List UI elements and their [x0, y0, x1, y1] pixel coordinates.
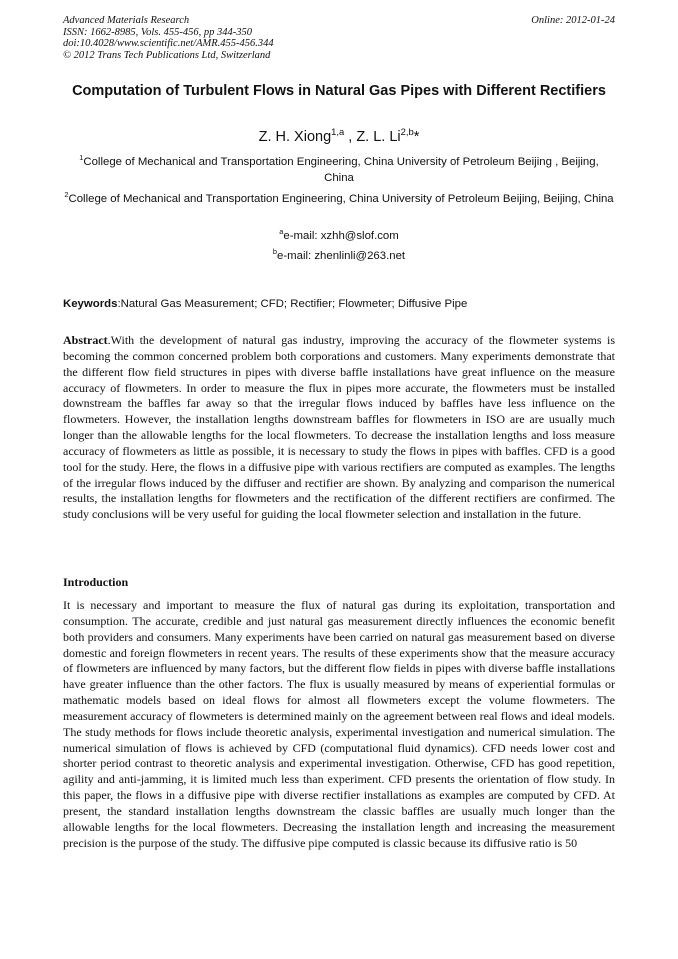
abstract-label: Abstract	[63, 333, 108, 347]
affiliation-2	[63, 192, 615, 208]
email-a-sup: a	[279, 227, 284, 237]
author-1-sup: 1,a	[331, 126, 345, 138]
corresponding-mark: *	[413, 129, 420, 145]
author-separator: ,	[344, 129, 357, 145]
email-b	[63, 249, 615, 265]
doi-line: doi:10.4028/www.scientific.net/AMR.455-456.344	[63, 38, 274, 50]
author-2: Z. L. Li	[356, 129, 401, 145]
keywords-label: Keywords	[63, 298, 118, 310]
affiliation-1-text: College of Mechanical and Transportation Engineering, China University of Petroleum Beijing , Beijing, China	[83, 156, 599, 184]
issn-line: ISSN: 1662-8985, Vols. 455-456, pp 344-350	[63, 26, 252, 38]
affiliation-1-sup: 1	[79, 153, 84, 163]
author-line	[63, 128, 615, 146]
affiliation-2-sup: 2	[64, 190, 69, 200]
keywords	[63, 297, 615, 312]
email-a-text: e-mail: xzhh@slof.com	[283, 230, 399, 242]
journal-header	[63, 15, 274, 61]
affiliation-2-text: College of Mechanical and Transportation Engineering, China University of Petroleum Beijing, Beijing, China	[68, 193, 614, 205]
introduction-heading: Introduction	[63, 575, 129, 589]
affiliation-1	[63, 155, 615, 186]
introduction-text: It is necessary and important to measure the flux of natural gas during its exploitation, transportation and consumption. The accurate, credible and just natural gas measurement directly influences the economic benefit both providers and consumers. Many experiments have been carried on natural gas measurement based on diverse domestic and foreign flowmeters in recent years. The results of these experiments show that the measure accuracy of flowmeters are influenced by many factors, but the different flow fields in pipes with diverse baffle installations have greater influence than the other factors. The flux is usually measured by means of experiential formulas or mathematic models based on ideal flows for almost all flowmeters except the volume flowmeters. The measurement accuracy of flowmeters is determined mainly on the agreement between real flows and ideal models. The study methods for flows include theoretic analysis, experimental investigation and numerical simulation. The numerical simulation of flows is achieved by CFD (computational fluid dynamics). CFD needs lower cost and shorter period contrast to theoretic analysis and experimental investigation. Otherwise, CFD has good repetition, agility and anti-jamming, it is limited much less than experiment. CFD presents the orientation of flow study. In this paper, the flows in a diffusive pipe with diverse rectifier installations as examples are computed by CFD. At present, the standard installation lengths downstream the classic baffles are usually much longer than the allowable lengths for the local flowmeters. Decreasing the installation length and increasing the measurement precision is the purpose of the study. The diffusive pipe computed is classic because its diffusive ratio is 50	[63, 598, 615, 850]
keywords-text: :Natural Gas Measurement; CFD; Rectifier; Flowmeter; Diffusive Pipe	[117, 298, 468, 310]
copyright-line: © 2012 Trans Tech Publications Ltd, Switzerland	[63, 49, 271, 61]
author-1: Z. H. Xiong	[258, 129, 332, 145]
abstract-text: .With the development of natural gas industry, improving the accuracy of the flowmeter systems is becoming the common concerned problem both corporations and customers. Many experiments demonstrate that the different flow field structures in pipes with diverse baffle installations have great influence on the measure accuracy of flowmeters. In order to measure the flux in pipes more accurate, the flowmeters must be installed downstream the baffles far away so that the irregular flows induced by baffles have less influence on the flowmeters. However, the installation lengths downstream baffles for flowmeters in ISO are are usually much longer than the allowable lengths for the local flowmeters. To decrease the installation lengths and loss measure accuracy of flowmeters as little as possible, it is necessary to study the flows in pipes with baffles. CFD is a good tool for the study. Here, the flows in a diffusive pipe with various rectifiers are computed as examples. The lengths of the irregular flows induced by the diffuser and rectifier are shown. By analyzing and comparison the numerical results, the installation lengths for flowmeters and the rectification of the different rectifiers are confirmed. The study conclusions will be very useful for guiding the local flowmeter selection and installation in the future.	[63, 333, 615, 522]
abstract	[63, 333, 615, 523]
email-b-sup: b	[272, 247, 278, 257]
journal-name: Advanced Materials Research	[63, 15, 190, 26]
author-2-sup: 2,b	[400, 126, 414, 138]
email-a	[63, 229, 615, 245]
paper-title: Computation of Turbulent Flows in Natural Gas Pipes with Different Rectifiers	[72, 83, 606, 99]
email-b-text: e-mail: zhenlinli@263.net	[277, 250, 406, 262]
online-date: Online: 2012-01-24	[531, 15, 615, 26]
